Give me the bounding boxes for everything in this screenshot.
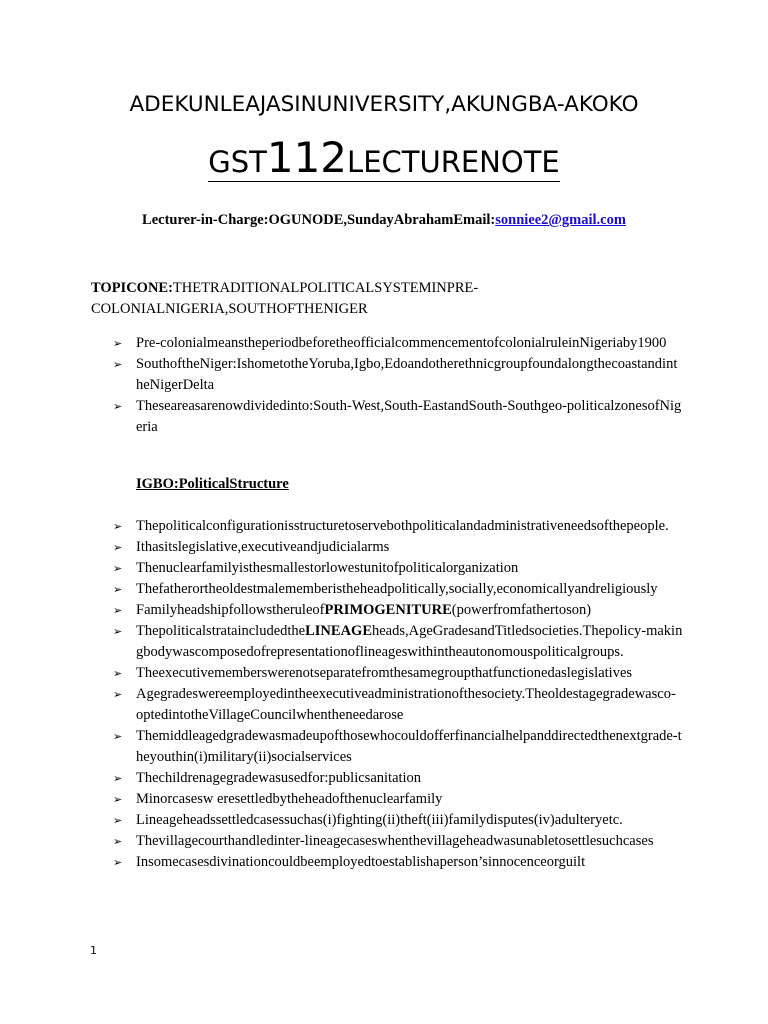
arrowhead-bullet-icon: ➢	[113, 562, 123, 575]
course-number: 112	[266, 133, 348, 182]
university-title: ADEKUNLEAJASINUNIVERSITY,AKUNGBA-AKOKO	[129, 92, 639, 117]
arrowhead-bullet-icon: ➢	[113, 793, 123, 806]
intro-bullet-list	[113, 333, 683, 438]
igbo-bullet-list	[113, 516, 683, 873]
list-item	[113, 396, 683, 438]
lecturer-info: Lecturer-in-Charge:OGUNODE,SundayAbrahamEmail:	[142, 212, 496, 228]
lecturer-line	[0, 212, 768, 229]
list-item	[113, 333, 683, 354]
list-item-text: Themiddleagedgradewasmadeupofthosewhocouldofferfinancialhelpanddirectedthenextgrade-theyouthin(i)military(ii)socialservices	[136, 728, 682, 765]
list-item	[113, 726, 683, 768]
list-item	[113, 684, 683, 726]
list-item-text: Thechildrenagegradewasusedfor:publicsanitation	[136, 770, 422, 786]
list-item	[113, 663, 683, 684]
email-link[interactable]: sonniee2@gmail.com	[495, 212, 626, 228]
course-title	[0, 133, 768, 182]
list-item-text: Thevillagecourthandledinter-lineagecaseswhenthevillageheadwasunabletosettlesuchcases	[136, 833, 654, 849]
arrowhead-bullet-icon: ➢	[113, 814, 123, 827]
list-item-text: Familyheadshipfollowstheruleof	[136, 602, 325, 618]
arrowhead-bullet-icon: ➢	[113, 541, 123, 554]
list-item	[113, 768, 683, 789]
course-suffix: LECTURENOTE	[347, 145, 560, 179]
section-heading: IGBO:PoliticalStructure	[136, 476, 289, 492]
course-prefix: GST	[208, 145, 267, 179]
arrowhead-bullet-icon: ➢	[113, 358, 123, 371]
list-item-text: Agegradeswereemployedintheexecutiveadministrationofthesociety.Theoldestagegradewasco-optedintotheVillageCouncilwhentheneedarose	[136, 686, 676, 723]
arrowhead-bullet-icon: ➢	[113, 337, 123, 350]
list-item-text: Lineageheadssettledcasessuchas(i)fighting(ii)theft(iii)familydisputes(iv)adulteryetc.	[136, 812, 623, 828]
list-item	[113, 810, 683, 831]
list-item-text: Theexecutivememberswerenotseparatefromthesamegroupthatfunctionedaslegislatives	[136, 665, 633, 681]
list-item	[113, 621, 683, 663]
topic-text: THETRADITIONALPOLITICALSYSTEMINPRE-COLONIALNIGERIA,SOUTHOFTHENIGER	[91, 280, 479, 317]
topic-heading	[91, 278, 691, 320]
page-number: 1	[90, 944, 97, 957]
arrowhead-bullet-icon: ➢	[113, 400, 123, 413]
list-item-text: Thefatherortheoldestmalememberistheheadpolitically,socially,economicallyandreligiously	[136, 581, 658, 597]
list-item	[113, 852, 683, 873]
arrowhead-bullet-icon: ➢	[113, 730, 123, 743]
arrowhead-bullet-icon: ➢	[113, 772, 123, 785]
list-item-text: Thenuclearfamilyisthesmallestorlowestunitofpoliticalorganization	[136, 560, 519, 576]
list-item-text: Thepoliticalconfigurationisstructuretoservebothpoliticalandadministrativeneedsofthepeople.	[136, 518, 669, 534]
list-item	[113, 789, 683, 810]
list-item	[113, 558, 683, 579]
arrowhead-bullet-icon: ➢	[113, 583, 123, 596]
arrowhead-bullet-icon: ➢	[113, 856, 123, 869]
list-item-text: SouthoftheNiger:IshometotheYoruba,Igbo,EdoandotherethnicgroupfoundalongthecoastandintheNigerDelta	[136, 356, 678, 393]
arrowhead-bullet-icon: ➢	[113, 604, 123, 617]
list-item	[113, 831, 683, 852]
arrowhead-bullet-icon: ➢	[113, 520, 123, 533]
topic-label: TOPICONE:	[91, 280, 173, 296]
list-item-text: Pre-colonialmeanstheperiodbeforetheofficialcommencementofcolonialruleinNigeriaby1900	[136, 335, 667, 351]
arrowhead-bullet-icon: ➢	[113, 625, 123, 638]
emphasized-term: PRIMOGENITURE	[324, 602, 452, 618]
arrowhead-bullet-icon: ➢	[113, 667, 123, 680]
emphasized-term: LINEAGE	[305, 623, 372, 639]
list-item-text-continued: heads,AgeGradesandTitledsocieties.Thepolicy-makingbodywascomposedofrepresentationoflineageswithintheautonomouspoliticalgroups.	[136, 623, 683, 660]
list-item	[113, 600, 683, 621]
list-item	[113, 354, 683, 396]
list-item-text-continued: (powerfromfathertoson)	[451, 602, 592, 618]
list-item	[113, 579, 683, 600]
list-item	[113, 537, 683, 558]
arrowhead-bullet-icon: ➢	[113, 688, 123, 701]
list-item-text: Theseareasarenowdividedinto:South-West,South-EastandSouth-Southgeo-politicalzonesofNigeria	[136, 398, 682, 435]
list-item-text: Insomecasesdivinationcouldbeemployedtoestablishaperson’sinnocenceorguilt	[136, 854, 586, 870]
arrowhead-bullet-icon: ➢	[113, 835, 123, 848]
list-item-text: Minorcasesw eresettledbytheheadofthenuclearfamily	[136, 791, 443, 807]
course-title-underlined	[208, 133, 560, 182]
list-item-text: Ithasitslegislative,executiveandjudicialarms	[136, 539, 390, 555]
list-item-text: Thepoliticalstrataincludedthe	[136, 623, 306, 639]
list-item	[113, 516, 683, 537]
